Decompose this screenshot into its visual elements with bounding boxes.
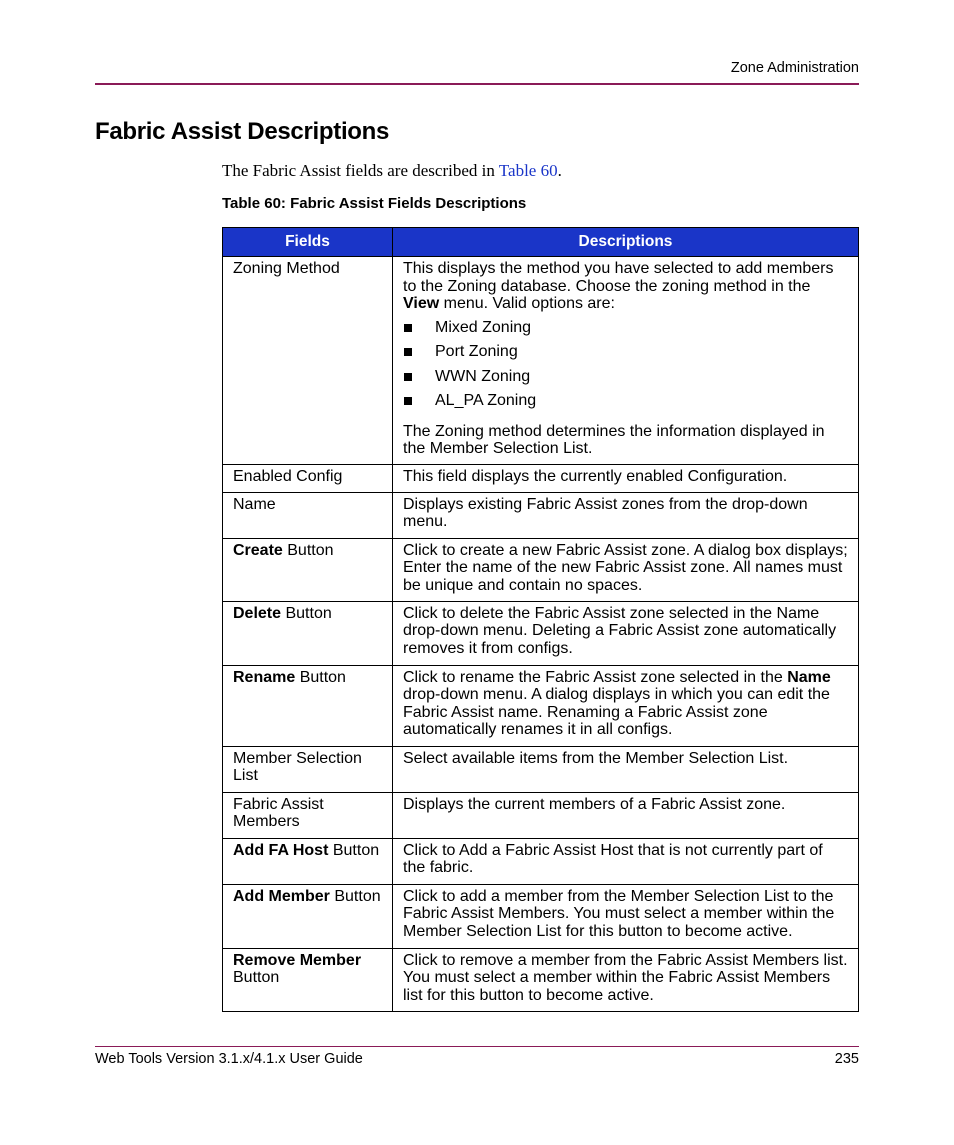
- field-cell: Member Selection List: [223, 746, 393, 792]
- desc-text: Click to rename the Fabric Assist zone selected in the: [403, 668, 788, 686]
- description-cell: This field displays the currently enabled Configuration.: [393, 464, 859, 492]
- intro-text: The Fabric Assist fields are described in: [222, 161, 499, 180]
- fabric-assist-fields-table: [222, 227, 859, 1012]
- field-cell: Fabric Assist Members: [223, 792, 393, 838]
- square-bullet-icon: [404, 373, 412, 381]
- field-emphasis: Add FA Host: [233, 841, 329, 859]
- table-row: [223, 948, 859, 1011]
- running-header: Zone Administration: [730, 60, 859, 76]
- square-bullet-icon: [404, 324, 412, 332]
- description-cell: Click to add a member from the Member Selection List to the Fabric Assist Members. You must select a member within the Member Selection List for this button to become active.: [393, 884, 859, 948]
- description-cell: Displays the current members of a Fabric Assist zone.: [393, 792, 859, 838]
- field-rest: Button: [233, 969, 280, 986]
- desc-text: This displays the method you have selected to add members to the Zoning database. Choose the zoning method in the: [403, 260, 834, 295]
- table-caption: Table 60: Fabric Assist Fields Descriptions: [222, 195, 527, 212]
- table-row: [223, 746, 859, 792]
- list-item: [403, 319, 848, 344]
- description-cell: [393, 257, 859, 465]
- table-row: [223, 601, 859, 665]
- field-cell: [223, 884, 393, 948]
- description-cell: Click to remove a member from the Fabric Assist Members list. You must select a member within the Fabric Assist Members list for this button to become active.: [393, 948, 859, 1011]
- table-row: [223, 792, 859, 838]
- field-rest: Button: [328, 841, 380, 859]
- desc-text: The Zoning method determines the information displayed in the Member Selection List.: [403, 422, 825, 457]
- field-emphasis: Add Member: [233, 887, 330, 905]
- field-cell: [223, 665, 393, 746]
- table-row: [223, 838, 859, 884]
- description-cell: Click to delete the Fabric Assist zone selected in the Name drop-down menu. Deleting a Fabric Assist zone automatically removes it from configs.: [393, 601, 859, 665]
- header-fields: Fields: [223, 228, 393, 257]
- field-cell: Enabled Config: [223, 464, 393, 492]
- field-rest: Button: [282, 541, 334, 559]
- field-rest: Button: [295, 668, 346, 686]
- desc-text: drop-down menu. A dialog displays in which you can edit the Fabric Assist name. Renaming a Fabric Assist zone automatically renames it in all configs.: [403, 686, 830, 738]
- field-cell: Zoning Method: [223, 257, 393, 465]
- desc-emphasis: View: [403, 295, 440, 312]
- field-emphasis: Delete: [233, 604, 282, 622]
- field-cell: [223, 838, 393, 884]
- table-row: [223, 884, 859, 948]
- description-cell: [393, 665, 859, 746]
- table-row: [223, 492, 859, 538]
- zoning-options-list: [403, 319, 848, 417]
- table-row: [223, 665, 859, 746]
- section-title: Fabric Assist Descriptions: [95, 118, 390, 145]
- field-cell: [223, 538, 393, 601]
- header-descriptions: Descriptions: [393, 228, 859, 257]
- option-label: WWN Zoning: [435, 367, 531, 385]
- footer-guide-title: Web Tools Version 3.1.x/4.1.x User Guide: [95, 1051, 363, 1067]
- list-item: [403, 343, 848, 368]
- table-row: [223, 257, 859, 465]
- intro-end: .: [557, 161, 562, 180]
- table-row: [223, 464, 859, 492]
- list-item: [403, 392, 848, 417]
- intro-paragraph: [222, 161, 562, 181]
- field-cell: Name: [223, 492, 393, 538]
- field-emphasis: Rename: [233, 668, 296, 686]
- footer-rule: [95, 1046, 859, 1047]
- option-label: Mixed Zoning: [435, 318, 532, 336]
- description-cell: Select available items from the Member Selection List.: [393, 746, 859, 792]
- description-cell: Click to Add a Fabric Assist Host that is not currently part of the fabric.: [393, 838, 859, 884]
- field-cell: [223, 601, 393, 665]
- description-cell: Displays existing Fabric Assist zones from the drop-down menu.: [393, 492, 859, 538]
- square-bullet-icon: [404, 348, 412, 356]
- header-rule: [95, 83, 859, 85]
- field-cell: [223, 948, 393, 1011]
- table-reference-link[interactable]: Table 60: [498, 161, 558, 180]
- field-rest: Button: [281, 604, 332, 622]
- field-rest: Button: [329, 887, 381, 905]
- field-emphasis: Remove Member: [233, 951, 362, 969]
- option-label: AL_PA Zoning: [435, 392, 537, 409]
- desc-emphasis: Name: [787, 668, 831, 686]
- desc-text: menu. Valid options are:: [439, 295, 615, 312]
- option-label: Port Zoning: [435, 343, 518, 360]
- square-bullet-icon: [404, 397, 412, 405]
- description-cell: Click to create a new Fabric Assist zone. A dialog box displays; Enter the name of the new Fabric Assist zone. All names must be unique and contain no spaces.: [393, 538, 859, 601]
- table-row: [223, 538, 859, 601]
- list-item: [403, 368, 848, 393]
- table-header-row: [223, 228, 859, 257]
- field-emphasis: Create: [233, 541, 283, 559]
- page-number: 235: [834, 1051, 859, 1067]
